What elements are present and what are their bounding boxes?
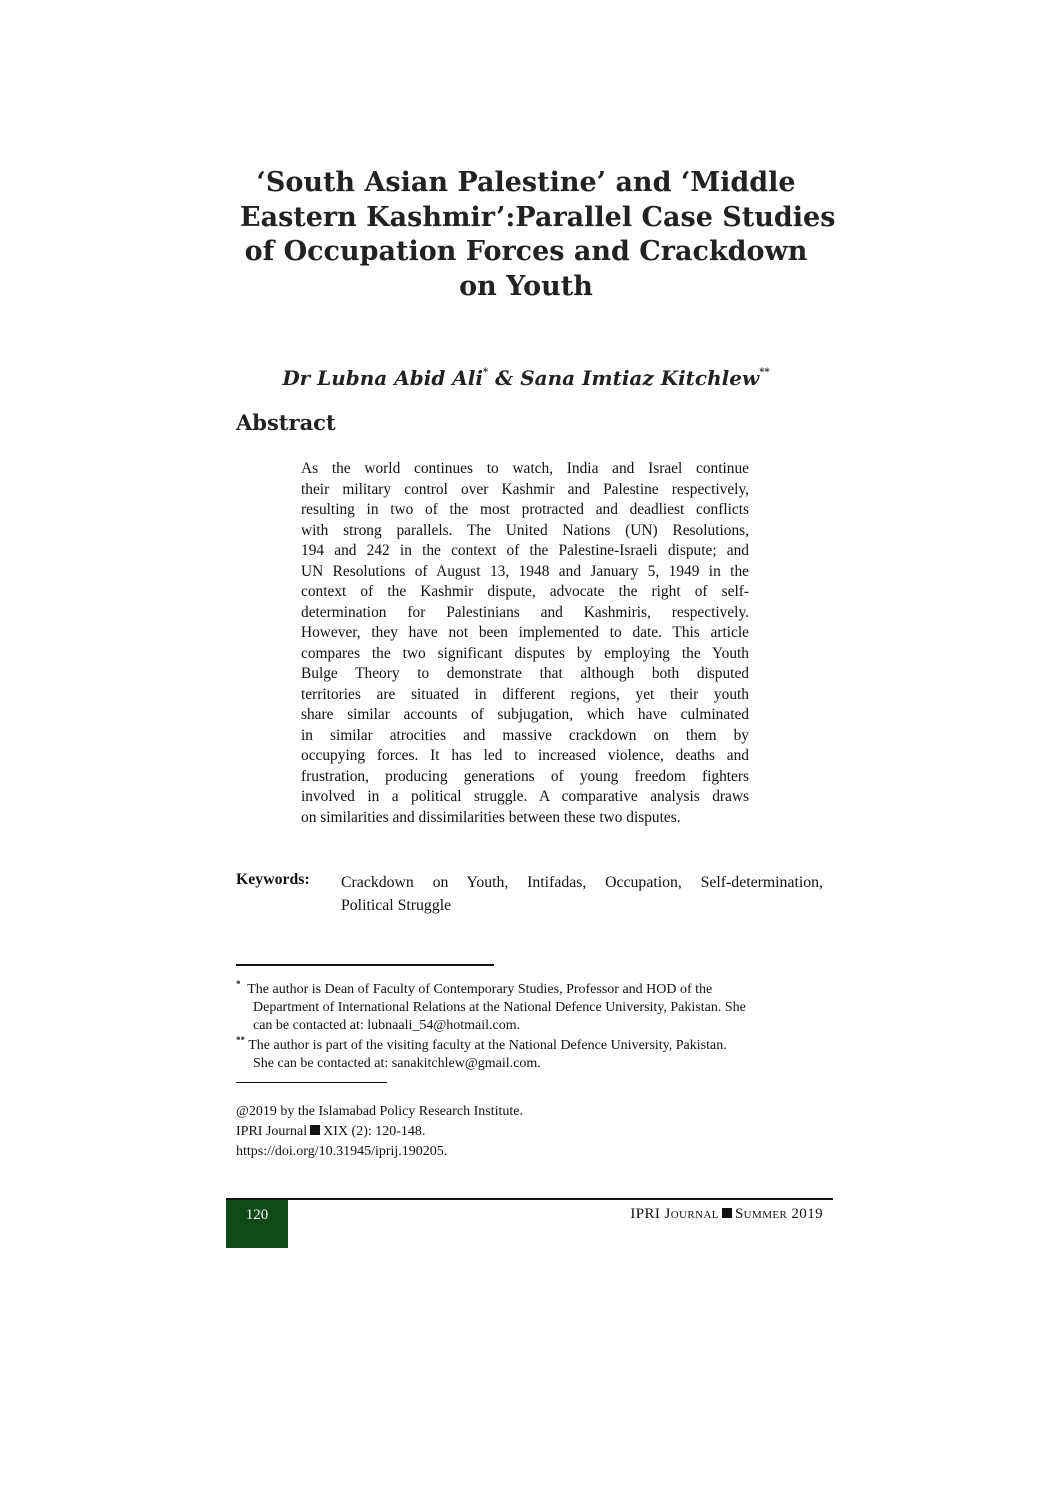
article-title bbox=[240, 166, 836, 304]
title-line: of Occupation Forces and Crackdown bbox=[244, 236, 808, 267]
abstract-body bbox=[301, 459, 749, 828]
abstract-line: frustration, producing generations of young freedom fighters bbox=[301, 767, 749, 785]
author-separator: & bbox=[488, 366, 521, 390]
abstract-line: share similar accounts of subjugation, which have culminated bbox=[301, 706, 749, 723]
footnote-1-line: can be contacted at: lubnaali_54@hotmail.com. bbox=[253, 1018, 521, 1033]
running-head-issue: Summer 2019 bbox=[734, 1206, 823, 1222]
footnote-2 bbox=[236, 1031, 727, 1073]
footnote-separator bbox=[236, 964, 494, 966]
abstract-line: with strong parallels. The United Nations (UN) Resolutions, bbox=[301, 521, 749, 539]
running-head bbox=[540, 1206, 823, 1223]
keywords-line: Political Struggle bbox=[341, 897, 452, 914]
copyright-separator bbox=[236, 1082, 387, 1083]
keywords-list bbox=[341, 871, 823, 917]
author-1-name: Dr Lubna Abid Ali bbox=[282, 366, 483, 390]
page-number-box bbox=[226, 1200, 288, 1248]
page-number: 120 bbox=[245, 1207, 269, 1223]
abstract-line: However, they have not been implemented to date. This article bbox=[301, 624, 749, 641]
footer-rule bbox=[226, 1198, 833, 1200]
keywords-line: Crackdown on Youth, Intifadas, Occupation, Self-determination, bbox=[341, 874, 823, 891]
abstract-line: in similar atrocities and massive crackdown on them by bbox=[301, 726, 749, 744]
abstract-line: territories are situated in different regions, yet their youth bbox=[301, 685, 749, 703]
author-2-name: Sana Imtiaz Kitchlew bbox=[520, 366, 760, 390]
footnote-1-line: The author is Dean of Faculty of Contemporary Studies, Professor and HOD of the bbox=[247, 982, 713, 997]
square-bullet-icon bbox=[310, 1125, 320, 1135]
running-head-journal: IPRI Journal bbox=[630, 1206, 719, 1222]
abstract-line: context of the Kashmir dispute, advocate the right of self- bbox=[301, 583, 749, 600]
abstract-line: involved in a political struggle. A comparative analysis draws bbox=[301, 788, 749, 805]
keywords-label: Keywords: bbox=[236, 871, 310, 888]
journal-name: IPRI Journal bbox=[236, 1124, 308, 1139]
abstract-line: resulting in two of the most protracted and deadliest conflicts bbox=[301, 501, 749, 518]
volume-pages: XIX (2): 120-148. bbox=[323, 1124, 426, 1139]
footnote-1-mark: * bbox=[236, 979, 241, 989]
abstract-line: As the world continues to watch, India and Israel continue bbox=[301, 460, 749, 477]
abstract-line: determination for Palestinians and Kashmiris, respectively. bbox=[301, 603, 749, 621]
abstract-heading: Abstract bbox=[236, 410, 336, 435]
footnote-2-line: The author is part of the visiting faculty at the National Defence University, Pakistan. bbox=[248, 1038, 727, 1053]
abstract-line: on similarities and dissimilarities between these two disputes. bbox=[301, 808, 681, 826]
title-line: on Youth bbox=[459, 270, 593, 302]
title-line: Eastern Kashmir’:Parallel Case Studies bbox=[240, 201, 836, 233]
abstract-line: UN Resolutions of August 13, 1948 and January 5, 1949 in the bbox=[301, 562, 749, 580]
author-line bbox=[240, 366, 812, 390]
footnote-2-line: She can be contacted at: sanakitchlew@gmail.com. bbox=[253, 1056, 541, 1071]
abstract-line: compares the two significant disputes by employing the Youth bbox=[301, 644, 749, 662]
doi-link[interactable]: https://doi.org/10.31945/iprij.190205. bbox=[236, 1144, 448, 1159]
abstract-line: Bulge Theory to demonstrate that although both disputed bbox=[301, 665, 749, 682]
copyright-line: @2019 by the Islamabad Policy Research Institute. bbox=[236, 1104, 523, 1119]
footnote-2-mark: ** bbox=[236, 1035, 245, 1045]
abstract-line: occupying forces. It has led to increased violence, deaths and bbox=[301, 747, 749, 764]
author-2-footnote-mark: ** bbox=[759, 367, 770, 378]
title-line: ‘South Asian Palestine’ and ‘Middle bbox=[256, 167, 796, 198]
copyright-block bbox=[236, 1102, 523, 1162]
author-1-footnote-mark: * bbox=[482, 367, 489, 378]
abstract-line: 194 and 242 in the context of the Palestine-Israeli dispute; and bbox=[301, 542, 749, 559]
square-bullet-icon bbox=[722, 1208, 732, 1218]
footnote-1-line: Department of International Relations at the National Defence University, Pakistan. She bbox=[253, 1000, 746, 1015]
footnote-1 bbox=[236, 975, 746, 1035]
abstract-line: their military control over Kashmir and Palestine respectively, bbox=[301, 480, 749, 498]
